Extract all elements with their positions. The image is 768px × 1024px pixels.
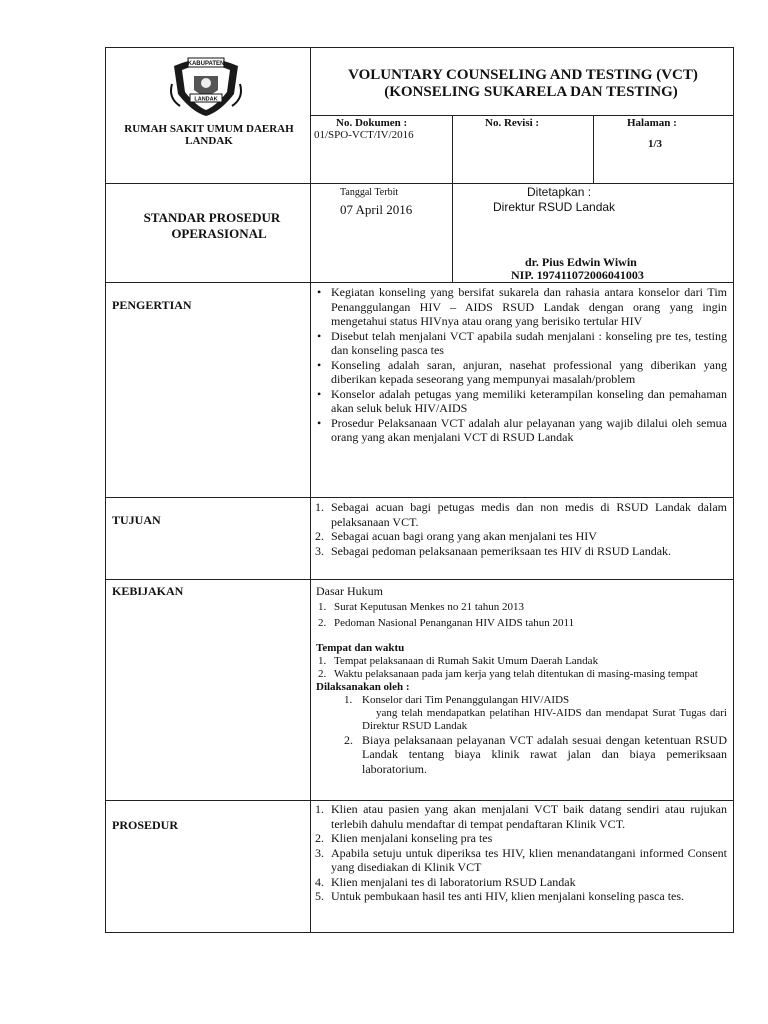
list-item: 1. Tempat pelaksanaan di Rumah Sakit Umum Daerah Landak bbox=[318, 654, 599, 667]
tujuan-content bbox=[313, 500, 727, 558]
list-item: • Prosedur Pelaksanaan VCT adalah alur pelayanan yang wajib dilalui oleh semua orang yang akan menjalani VCT di RSUD Landak bbox=[313, 416, 727, 445]
section-label-kebijakan: KEBIJAKAN bbox=[112, 584, 184, 598]
issued-label: Tanggal Terbit bbox=[340, 187, 399, 198]
list-item: 5. Untuk pembukaan hasil tes anti HIV, klien menjalani konseling pasca tes. bbox=[315, 889, 685, 903]
signer-name: dr. Pius Edwin Wiwin bbox=[525, 255, 637, 269]
list-item: 1. Surat Keputusan Menkes no 21 tahun 2013 bbox=[318, 600, 525, 613]
signer-nip: NIP. 197411072006041003 bbox=[511, 268, 644, 282]
revision-label: No. Revisi : bbox=[485, 117, 540, 129]
legal-basis-heading: Dasar Hukum bbox=[316, 584, 383, 598]
place-time-heading: Tempat dan waktu bbox=[316, 641, 405, 654]
section-label-prosedur: PROSEDUR bbox=[112, 818, 179, 832]
list-item: 4. Klien menjalani tes di laboratorium RSUD Landak bbox=[315, 874, 576, 889]
executed-by-heading: Dilaksanakan oleh : bbox=[316, 680, 410, 693]
hospital-name: RUMAH SAKIT UMUM DAERAH LANDAK bbox=[124, 123, 294, 147]
exec-item-1: 1. Konselor dari Tim Penanggulangan HIV/AIDS yang telah mendapatkan pelatihan HIV-AIDS dan mendapat Surat Tugas dari Direktur RSUD Landak bbox=[344, 693, 727, 732]
list-item: 1. Sebagai acuan bagi petugas medis dan non medis di RSUD Landak dalam pelaksanaan VCT. bbox=[315, 500, 727, 529]
issued-date: 07 April 2016 bbox=[340, 202, 413, 217]
set-by: Ditetapkan : bbox=[527, 185, 592, 199]
director-title: Direktur RSUD Landak bbox=[493, 200, 616, 214]
pengertian-content bbox=[313, 285, 727, 445]
list-item: 3. Sebagai pedoman pelaksanaan pemeriksaan tes HIV di RSUD Landak. bbox=[315, 543, 672, 558]
list-item: • Kegiatan konseling yang bersifat sukarela dan rahasia antara konselor dari Tim Penanggulangan HIV – AIDS RSUD Landak dengan orang yang ingin mengetahui status HIVnya atau orang yang berisiko tertular HIV bbox=[313, 285, 727, 329]
list-item: 2. Klien menjalani konseling pra tes bbox=[315, 831, 493, 845]
sop-label bbox=[122, 210, 302, 242]
doc-number-label: No. Dokumen : bbox=[336, 117, 408, 129]
list-item: 1. Klien atau pasien yang akan menjalani VCT baik datang sendiri atau rujukan terlebih dahulu mendaftar di tempat pendaftaran Klinik VCT. bbox=[315, 802, 727, 831]
document-title bbox=[314, 67, 732, 101]
list-item: 2. Pedoman Nasional Penanganan HIV AIDS tahun 2011 bbox=[318, 616, 575, 629]
regency-logo bbox=[168, 54, 244, 118]
kebijakan-content bbox=[316, 584, 727, 776]
list-item: • Disebut telah menjalani VCT apabila sudah menjalani : konseling pre tes, testing dan konseling pasca tes bbox=[313, 329, 727, 358]
page-label: Halaman : bbox=[627, 117, 677, 129]
title-line-1: VOLUNTARY COUNSELING AND TESTING (VCT) bbox=[348, 67, 698, 83]
page-value: 1/3 bbox=[648, 138, 663, 150]
sop-label-line-2: OPERASIONAL bbox=[171, 226, 267, 241]
section-label-pengertian: PENGERTIAN bbox=[112, 298, 192, 312]
logo-text-top: KABUPATEN bbox=[187, 61, 225, 67]
list-item: 2. Waktu pelaksanaan pada jam kerja yang telah ditentukan di masing-masing tempat bbox=[318, 667, 698, 680]
list-item: • Konselor adalah petugas yang memiliki keterampilan konseling dan pemahaman akan seluk beluk HIV/AIDS bbox=[313, 387, 727, 416]
list-item: 3. Apabila setuju untuk diperiksa tes HIV, klien menandatangani informed Consent yang disediakan di Klinik VCT bbox=[315, 845, 727, 874]
sop-label-line-1: STANDAR PROSEDUR bbox=[143, 210, 281, 225]
prosedur-content bbox=[313, 802, 727, 904]
section-label-tujuan: TUJUAN bbox=[112, 513, 161, 527]
list-item: • Konseling adalah saran, anjuran, nasehat professional yang diberikan yang diberikan kepada seseorang yang mempunyai masalah/problem bbox=[313, 358, 727, 387]
exec-item-2: 2. Biaya pelaksanaan pelayanan VCT adalah sesuai dengan ketentuan RSUD Landak tentang biaya klinik rawat jalan dan biaya pemeriksaan laboratorium. bbox=[344, 732, 727, 776]
logo-text-bottom: LANDAK bbox=[194, 96, 218, 103]
title-line-2: (KONSELING SUKARELA DAN TESTING) bbox=[384, 84, 678, 100]
doc-number-value: 01/SPO-VCT/IV/2016 bbox=[314, 129, 414, 141]
list-item: 2. Sebagai acuan bagi orang yang akan menjalani tes HIV bbox=[315, 529, 597, 543]
